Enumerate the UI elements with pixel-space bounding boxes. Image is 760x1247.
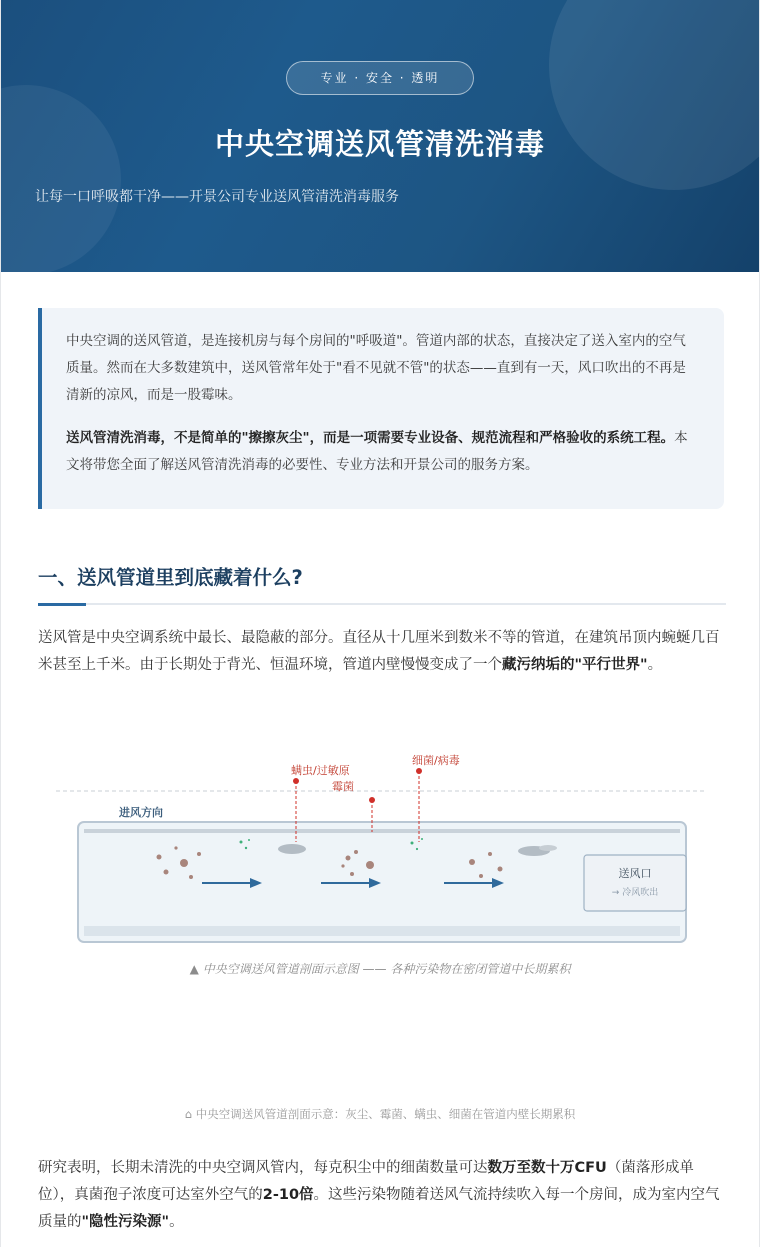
marker-dot bbox=[369, 797, 375, 803]
intro-emphasis: 送风管清洗消毒，不是简单的"擦擦灰尘"，而是一项需要专业设备、规范流程和严格验收的系统工程。 bbox=[66, 430, 675, 446]
outlet-box bbox=[584, 855, 686, 911]
dust-deposit bbox=[539, 845, 557, 851]
section-divider bbox=[38, 603, 726, 605]
text: 。 bbox=[647, 657, 663, 673]
duct-bottom-wall bbox=[84, 926, 680, 936]
label-mites: 螨虫/过敏原 bbox=[291, 764, 350, 777]
decorative-circle bbox=[1, 85, 121, 272]
hero-badge: 专业 · 安全 · 透明 bbox=[286, 61, 474, 95]
emphasis: 数万至数十万CFU bbox=[487, 1160, 607, 1176]
text: 研究表明，长期未清洗的中央空调风管内，每克积尘中的细菌数量可达 bbox=[38, 1160, 488, 1176]
divider-accent bbox=[38, 603, 86, 606]
hero-banner bbox=[1, 0, 759, 272]
body-paragraph bbox=[38, 625, 728, 679]
text: 。这些污染物随着送风气流持续吹入每一个房间，成为室内空气质量的 bbox=[38, 1187, 720, 1230]
diagram-caption: ▲ 中央空调送风管道剖面示意图 —— 各种污染物在密闭管道中长期累积 bbox=[189, 962, 571, 976]
text: 送风管是中央空调系统中最长、最隐蔽的部分。直径从十几厘米到数米不等的管道，在建筑吊顶内蜿蜒几百米甚至上千米。由于长期处于背光、恒温环境，管道内壁慢慢变成了一个 bbox=[38, 630, 720, 673]
intro-paragraph: 中央空调的送风管道，是连接机房与每个房间的"呼吸道"。管道内部的状态，直接决定了送入室内的空气质量。然而在大多数建筑中，送风管常年处于"看不见就不管"的状态——直到有一天，风口吹出的不再是清新的凉风，而是一股霉味。 bbox=[66, 333, 686, 403]
emphasis: 2-10倍 bbox=[262, 1187, 314, 1203]
image-alt-caption: ⌂ 中央空调送风管道剖面示意：灰尘、霉菌、螨虫、细菌在管道内壁长期累积 bbox=[184, 1107, 576, 1121]
intro-paragraph bbox=[66, 425, 698, 479]
marker-dot bbox=[293, 778, 299, 784]
intro-box bbox=[38, 308, 724, 509]
text: （菌落形成单位），真菌孢子浓度可达室外空气的 bbox=[38, 1160, 694, 1203]
text: 。 bbox=[169, 1214, 184, 1230]
body-paragraph bbox=[38, 1155, 728, 1236]
marker-dot bbox=[416, 768, 422, 774]
section-heading: 一、送风管道里到底藏着什么? bbox=[38, 566, 303, 589]
dust-deposit bbox=[278, 844, 306, 854]
emphasis: "隐性污染源" bbox=[81, 1214, 170, 1230]
emphasis: 藏污纳垢的"平行世界" bbox=[502, 657, 648, 673]
duct-diagram bbox=[56, 750, 706, 950]
page-subtitle: 让每一口呼吸都干净——开景公司专业送风管清洗消毒服务 bbox=[35, 189, 399, 205]
label-bacteria: 细菌/病毒 bbox=[412, 754, 460, 767]
label-mold: 霉菌 bbox=[332, 780, 354, 793]
page-title: 中央空调送风管清洗消毒 bbox=[214, 127, 545, 161]
outlet-sub: → 冷风吹出 bbox=[611, 888, 659, 898]
intro-text: 本文将带您全面了解送风管清洗消毒的必要性、专业方法和开景公司的服务方案。 bbox=[66, 430, 688, 473]
inlet-label: 进风方向 bbox=[119, 806, 163, 819]
outlet-title: 送风口 bbox=[618, 867, 652, 880]
duct-top-wall bbox=[84, 829, 680, 833]
